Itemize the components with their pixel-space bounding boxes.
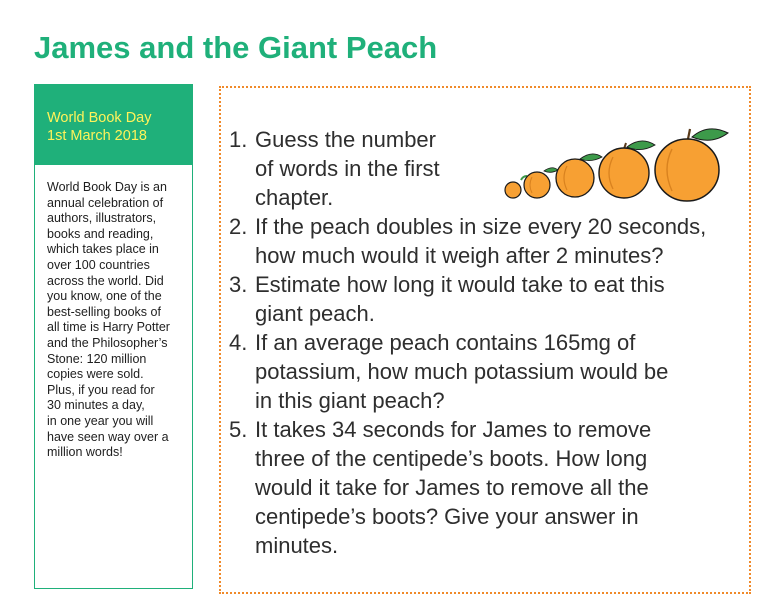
question-number: 2. (229, 214, 248, 239)
sidebar-heading (35, 85, 192, 165)
question-text-line: would it take for James to remove all the (255, 475, 649, 500)
sidebar-line: authors, illustrators, (47, 211, 157, 226)
sidebar-line: have seen way over a (47, 429, 169, 444)
sidebar-line: copies were sold. (47, 367, 144, 382)
sidebar-line: annual celebration of (47, 195, 164, 210)
question-item (229, 328, 706, 415)
sidebar-line: best-selling books of (47, 304, 161, 319)
question-text-line: of words in the first (255, 156, 440, 181)
question-text-line: giant peach. (255, 301, 375, 326)
question-item (229, 125, 706, 212)
question-item (229, 415, 706, 560)
question-text-line: If an average peach contains 165mg of (255, 330, 636, 355)
question-text-line: Estimate how long it would take to eat this (255, 272, 665, 297)
question-number: 4. (229, 330, 248, 355)
sidebar-heading-line-1: World Book Day (47, 110, 152, 126)
question-number: 1. (229, 127, 248, 152)
question-list (229, 125, 706, 560)
question-text-line: minutes. (255, 533, 339, 558)
sidebar-line: 30 minutes a day, (47, 398, 145, 413)
sidebar-line: you know, one of the (47, 289, 162, 304)
question-text-line: in this giant peach? (255, 388, 445, 413)
question-text-line: how much would it weigh after 2 minutes? (255, 243, 664, 268)
page-title: James and the Giant Peach (34, 30, 438, 65)
world-book-day-sidebar (34, 84, 193, 589)
sidebar-heading-line-2: 1st March 2018 (47, 128, 147, 144)
sidebar-line: million words! (47, 445, 123, 460)
question-item (229, 270, 706, 328)
question-text-line: centipede’s boots? Give your answer in (255, 504, 639, 529)
sidebar-line: over 100 countries (47, 257, 150, 272)
sidebar-line: all time is Harry Potter (47, 320, 170, 335)
question-item (229, 212, 706, 270)
sidebar-line: Stone: 120 million (47, 351, 147, 366)
sidebar-line: Plus, if you read for (47, 382, 155, 397)
sidebar-line: which takes place in (47, 242, 159, 257)
question-text-line: three of the centipede’s boots. How long (255, 446, 648, 471)
sidebar-line: books and reading, (47, 226, 154, 241)
question-text-line: potassium, how much potassium would be (255, 359, 669, 384)
question-text-line: It takes 34 seconds for James to remove (255, 417, 652, 442)
sidebar-body-text (35, 165, 192, 461)
question-number: 5. (229, 417, 248, 442)
question-text-line: Guess the number (255, 127, 436, 152)
sidebar-line: across the world. Did (47, 273, 164, 288)
question-text-line: chapter. (255, 185, 334, 210)
sidebar-line: in one year you will (47, 413, 154, 428)
question-text-line: If the peach doubles in size every 20 seconds, (255, 214, 707, 239)
sidebar-line: World Book Day is an (47, 180, 167, 194)
question-number: 3. (229, 272, 248, 297)
sidebar-line: and the Philosopher’s (47, 335, 168, 350)
